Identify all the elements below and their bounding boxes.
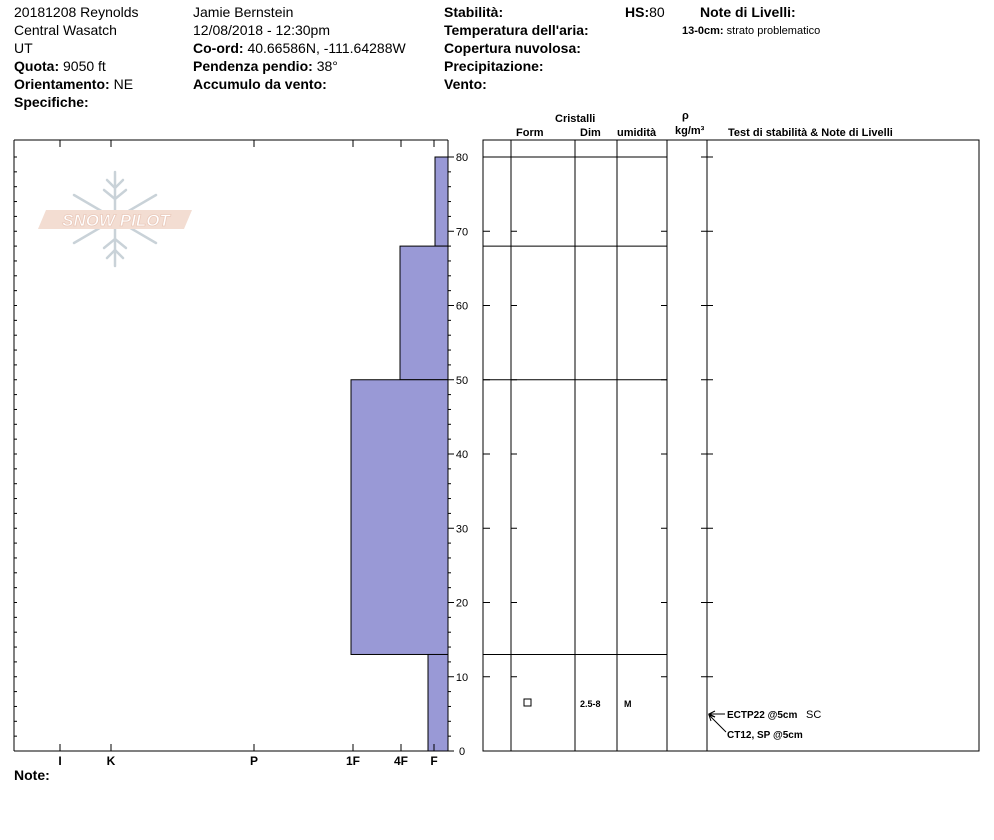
hardness-tick-label: P: [249, 754, 259, 768]
size-header: Dim: [580, 127, 601, 139]
hardness-tick-label: I: [58, 754, 62, 768]
grain-size-value: 2.5-8: [580, 699, 601, 709]
crystals-header: Cristalli: [555, 113, 596, 125]
depth-tick-label: 20: [455, 597, 469, 610]
depth-tick-label: 0: [458, 746, 466, 758]
aspect-value: NE: [113, 76, 134, 92]
hs-value: 80: [649, 4, 665, 20]
depth-tick-label: 60: [455, 300, 469, 313]
depth-tick-label: 70: [455, 226, 469, 239]
coordinates-label: Co-ord:: [193, 40, 244, 56]
elevation-value: 9050 ft: [63, 58, 106, 74]
layer-notes-label: Note di Livelli:: [700, 4, 796, 20]
test-result-1-suffix: SC: [806, 709, 822, 721]
density-unit-header: kg/m³: [675, 125, 705, 137]
grain-form-square-icon: [524, 699, 531, 706]
specifics-label: Specifiche:: [14, 94, 89, 110]
wind-label: Vento:: [444, 76, 487, 92]
hardness-tick-label: 4F: [393, 754, 409, 768]
snowpilot-logo: [38, 172, 192, 266]
slope-value: 38°: [316, 58, 338, 74]
stability-label: Stabilità:: [444, 4, 504, 20]
cloud-cover-label: Copertura nuvolosa:: [444, 40, 581, 56]
rho-header: ρ: [682, 110, 689, 122]
hardness-tick-label: 1F: [345, 754, 361, 768]
test-result-2: CT12, SP @5cm: [727, 730, 803, 741]
depth-tick-label: 40: [455, 449, 469, 461]
moisture-value: M: [624, 699, 632, 709]
hardness-bar-1: [400, 246, 448, 380]
test-pointer-arrows: [709, 711, 726, 732]
depth-tick-label: 30: [455, 523, 469, 536]
layer-note-depth: 13-0cm:: [682, 25, 724, 37]
slope-label: Pendenza pendio:: [193, 58, 313, 74]
tests-notes-header: Test di stabilità & Note di Livelli: [728, 127, 893, 139]
state-name: UT: [14, 40, 33, 56]
layers-table: [483, 140, 979, 751]
moisture-header: umidità: [617, 127, 657, 139]
precipitation-label: Precipitazione:: [444, 58, 544, 74]
form-header: Form: [516, 127, 544, 139]
hardness-bar-0: [435, 157, 448, 246]
observer-name: Jamie Bernstein: [193, 4, 294, 20]
aspect-label: Orientamento:: [14, 76, 110, 92]
test-result-1: ECTP22 @5cm: [727, 710, 798, 721]
depth-tick-label: 10: [455, 671, 469, 684]
air-temp-label: Temperatura dell'aria:: [444, 22, 589, 38]
layer-note-text: strato problematico: [726, 25, 821, 37]
hardness-bar-2: [351, 380, 448, 655]
site-name: 20181208 Reynolds: [14, 4, 139, 20]
hardness-tick-label: K: [106, 754, 116, 768]
notes-label: Note:: [14, 767, 50, 783]
elevation-label: Quota:: [14, 58, 60, 74]
hardness-bar-3: [428, 654, 448, 751]
depth-tick-label: 50: [455, 374, 469, 387]
range-name: Central Wasatch: [14, 22, 117, 38]
hardness-tick-label: F: [430, 754, 438, 768]
hardness-profile: [351, 157, 448, 751]
depth-tick-label: 80: [455, 152, 469, 164]
coordinates-value: 40.66586N, -111.64288W: [247, 40, 406, 56]
observation-datetime: 12/08/2018 - 12:30pm: [193, 22, 330, 38]
hs-label: HS:: [625, 4, 650, 20]
wind-loading-label: Accumulo da vento:: [193, 76, 327, 92]
logo-text: SNOW PILOT: [62, 211, 170, 230]
